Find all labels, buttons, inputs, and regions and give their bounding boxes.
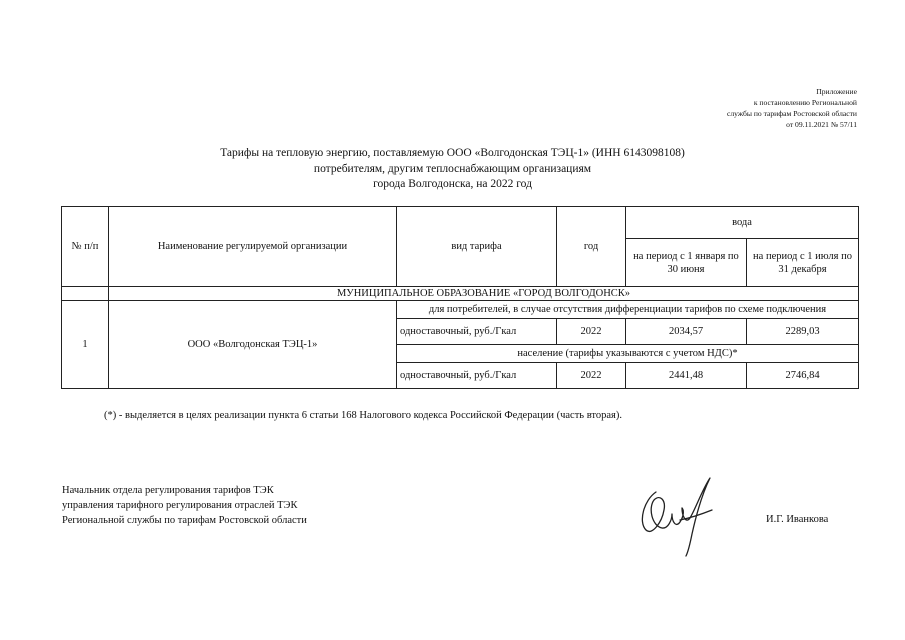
signer-line: управления тарифного регулирования отраслей ТЭК <box>62 500 298 511</box>
group1-period2: 2289,03 <box>747 319 859 345</box>
group2-tariff-type: одноставочный, руб./Гкал <box>397 363 557 389</box>
appendix-line: службы по тарифам Ростовской области <box>726 109 857 118</box>
header-num: № п/п <box>62 207 109 287</box>
footnote: (*) - выделяется в целях реализации пункта 6 статьи 168 Налогового кодекса Российской Федерации (часть вторая). <box>104 410 622 421</box>
appendix-line: к постановлению Региональной <box>753 98 857 107</box>
header-tariff-type: вид тарифа <box>397 207 557 287</box>
group1-period1: 2034,57 <box>626 319 747 345</box>
appendix-block <box>597 86 857 130</box>
header-org: Наименование регулируемой организации <box>109 207 397 287</box>
group2-period2: 2746,84 <box>747 363 859 389</box>
header-water: вода <box>626 207 859 239</box>
document-title <box>0 146 905 193</box>
header-period1: на период с 1 января по 30 июня <box>626 239 747 287</box>
header-period2: на период с 1 июля по 31 декабря <box>747 239 859 287</box>
group1-label: для потребителей, в случае отсутствия дифференциации тарифов по схеме подключения <box>397 301 859 319</box>
tariff-table <box>61 206 859 389</box>
group1-tariff-type: одноставочный, руб./Гкал <box>397 319 557 345</box>
title-line: города Волгодонска, на 2022 год <box>373 178 532 190</box>
title-line: Тарифы на тепловую энергию, поставляемую ООО «Волгодонская ТЭЦ-1» (ИНН 6143098108) <box>220 147 685 159</box>
group2-label: население (тарифы указываются с учетом НДС)* <box>397 345 859 363</box>
signer-line: Начальник отдела регулирования тарифов ТЭК <box>62 485 274 496</box>
signer-name: И.Г. Иванкова <box>766 514 829 525</box>
muni-empty-cell <box>62 287 109 301</box>
group1-year: 2022 <box>557 319 626 345</box>
signer-position <box>62 483 307 528</box>
signature-image <box>632 470 722 560</box>
group2-period1: 2441,48 <box>626 363 747 389</box>
header-year: год <box>557 207 626 287</box>
title-line: потребителям, другим теплоснабжающим организациям <box>313 162 592 175</box>
group2-year: 2022 <box>557 363 626 389</box>
appendix-line: от 09.11.2021 № 57/11 <box>786 120 857 129</box>
row-org: ООО «Волгодонская ТЭЦ-1» <box>109 301 397 389</box>
appendix-line: Приложение <box>816 87 857 96</box>
municipality-row: МУНИЦИПАЛЬНОЕ ОБРАЗОВАНИЕ «ГОРОД ВОЛГОДОНСК» <box>109 287 859 301</box>
signer-line: Региональной службы по тарифам Ростовской области <box>62 515 307 526</box>
row-num: 1 <box>62 301 109 389</box>
